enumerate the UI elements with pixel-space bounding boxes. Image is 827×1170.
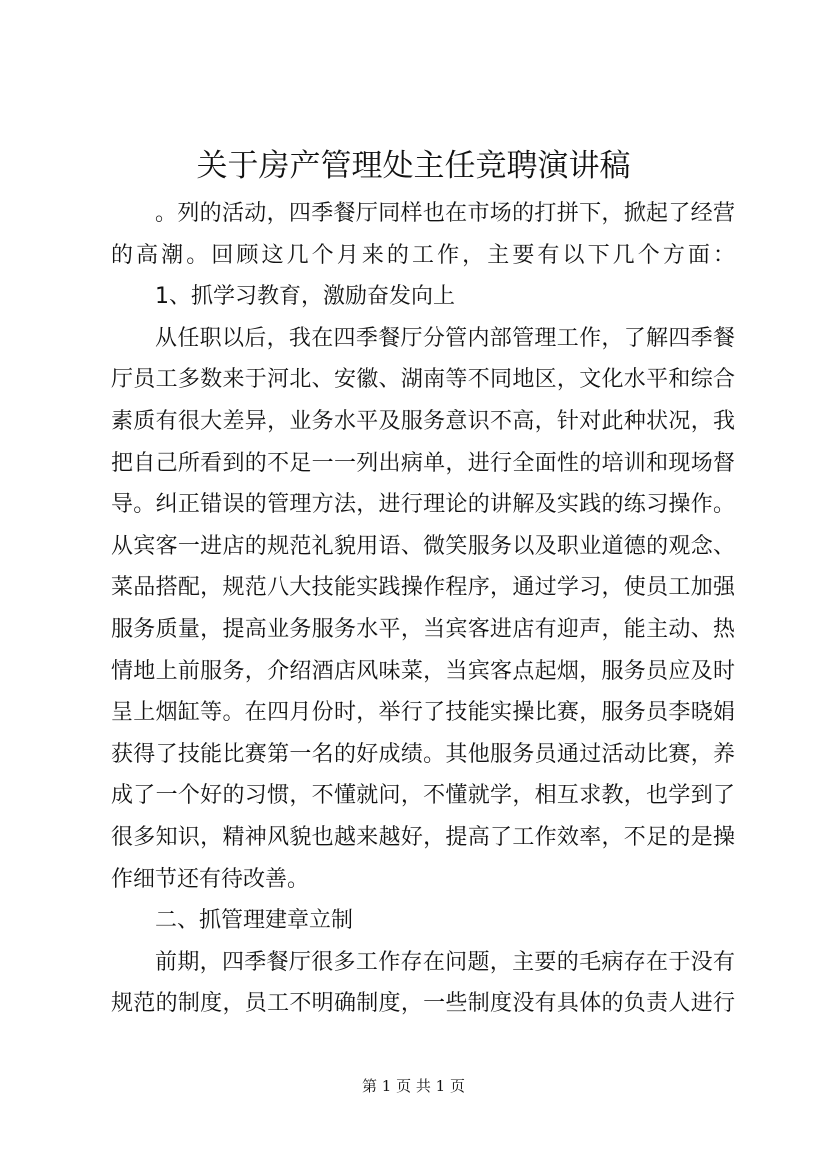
text-line: 服务质量，提高业务服务水平，当宾客进店有迎声，能主动、热: [111, 616, 735, 642]
text-line: 菜品搭配，规范八大技能实践操作程序，通过学习，使员工加强: [111, 575, 735, 601]
text-line: 从任职以后，我在四季餐厅分管内部管理工作，了解四季餐: [155, 325, 735, 351]
text-line: 获得了技能比赛第一名的好成绩。其他服务员通过活动比赛，养: [111, 741, 735, 767]
page-number-footer: 第 1 页 共 1 页: [362, 1077, 465, 1095]
text-line: 情地上前服务，介绍酒店风味菜，当宾客点起烟，服务员应及时: [111, 658, 735, 684]
text-line: 厅员工多数来于河北、安徽、湖南等不同地区，文化水平和综合: [111, 367, 735, 393]
text-line: 成了一个好的习惯，不懂就问，不懂就学，相互求教，也学到了: [111, 783, 735, 809]
text-line: 很多知识，精神风貌也越来越好，提高了工作效率，不足的是操: [111, 824, 735, 850]
document-body: [111, 193, 735, 1025]
text-line: 规范的制度，员工不明确制度，一些制度没有具体的负责人进行: [111, 991, 735, 1017]
text-line: 呈上烟缸等。在四月份时，举行了技能实操比赛，服务员李晓娟: [111, 700, 735, 726]
section-heading: 二、抓管理建章立制: [155, 908, 354, 934]
section-heading: 1、抓学习教育，激励奋发向上: [155, 284, 455, 310]
text-line: 导。纠正错误的管理方法，进行理论的讲解及实践的练习操作。: [111, 492, 735, 518]
text-line: 作细节还有待改善。: [111, 866, 310, 892]
text-line: 从宾客一进店的规范礼貌用语、微笑服务以及职业道德的观念、: [111, 533, 735, 559]
text-line: 的高潮。回顾这几个月来的工作，主要有以下几个方面：: [111, 242, 735, 268]
text-line: 。列的活动，四季餐厅同样也在市场的打拼下，掀起了经营: [155, 201, 735, 226]
document-title: 关于房产管理处主任竞聘演讲稿: [196, 148, 631, 184]
text-line: 把自己所看到的不足一一列出病单，进行全面性的培训和现场督: [111, 450, 735, 476]
text-line: 前期，四季餐厅很多工作存在问题，主要的毛病存在于没有: [155, 949, 735, 975]
text-line: 素质有很大差异，业务水平及服务意识不高，针对此种状况，我: [111, 408, 735, 434]
